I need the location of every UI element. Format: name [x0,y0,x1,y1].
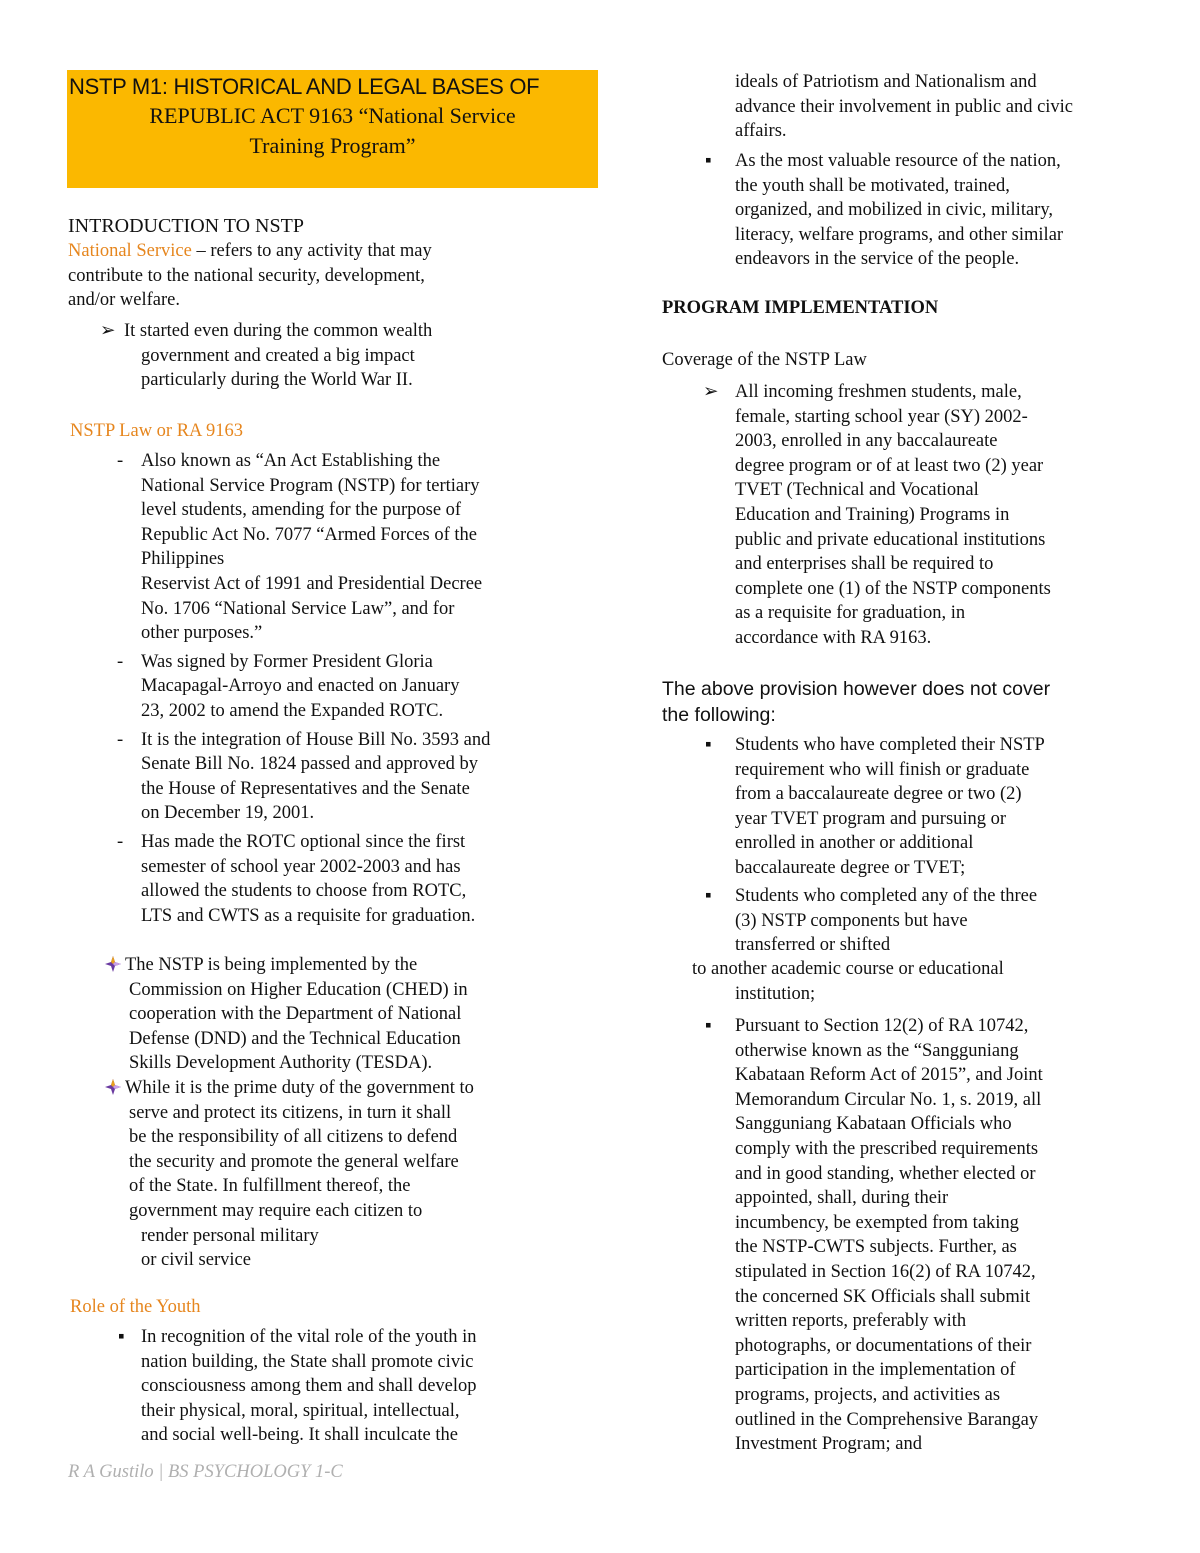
youth-item-2 [705,149,1185,272]
exception-item-3 [705,1014,1185,1457]
law-item-line: It is the integration of House Bill No. 3593 and [141,729,491,750]
law-list [117,449,611,928]
law-notes [105,953,610,1273]
law-item-line: other purposes.” [141,623,263,644]
law-list-item [117,449,611,646]
exception-line: photographs, or documentations of their [735,1335,1032,1356]
law-item-line: Macapagal-Arroyo and enacted on January [141,676,460,697]
exception-heading [662,676,1050,728]
square-bullet-icon: ▪ [705,735,712,755]
youth-heading: Role of the Youth [70,1297,201,1317]
youth-item-line: the youth shall be motivated, trained, [735,175,1010,196]
exception-item-2-continued [692,957,1172,1006]
square-bullet-icon: ▪ [705,886,712,906]
coverage-line: Education and Training) Programs in [735,504,1010,525]
coverage-line: complete one (1) of the NSTP components [735,578,1051,599]
arrow-bullet-icon: ➢ [100,321,116,341]
law-list-item [117,650,611,724]
exception-line: appointed, shall, during their [735,1188,949,1209]
exception-heading-line-2: the following: [662,704,776,726]
footer-author: R A Gustilo | BS PSYCHOLOGY 1-C [68,1462,343,1482]
law-item-line: Senate Bill No. 1824 passed and approved by [141,754,479,775]
youth-item-line: endeavors in the service of the people. [735,249,1020,270]
law-note-line: Skills Development Authority (TESDA). [129,1053,433,1074]
square-bullet-icon: ▪ [705,1016,712,1036]
program-implementation-heading: PROGRAM IMPLEMENTATION [662,298,939,318]
law-item-line: level students, amending for the purpose of [141,500,462,521]
four-point-star-icon [105,956,121,972]
coverage-item [703,380,1185,651]
coverage-line: and enterprises shall be required to [735,554,994,575]
exception-line: programs, projects, and activities as [735,1384,1001,1405]
coverage-heading: Coverage of the NSTP Law [662,350,867,370]
law-item-line: Republic Act No. 7077 “Armed Forces of the [141,524,478,545]
law-note-line: or civil service [141,1250,251,1271]
coverage-line: degree program or of at least two (2) year [735,455,1044,476]
youth-item-1-continued [735,70,1185,144]
law-note-line: Commission on Higher Education (CHED) in [129,979,468,1000]
law-note [105,1076,610,1273]
law-item-line: the House of Representatives and the Senate [141,778,470,799]
law-item-line: semester of school year 2002-2003 and has [141,856,461,877]
law-note-line: be the responsibility of all citizens to defend [129,1127,458,1148]
law-item-line: Also known as “An Act Establishing the [141,451,441,471]
law-note-line: cooperation with the Department of National [129,1004,462,1025]
exception-line: enrolled in another or additional [735,833,974,854]
law-item-line: National Service Program (NSTP) for tertiary [141,475,480,496]
coverage-line: TVET (Technical and Vocational [735,480,979,501]
intro-heading: INTRODUCTION TO NSTP [68,215,304,237]
dash-bullet: - [117,451,124,471]
coverage-line: as a requisite for graduation, in [735,603,966,624]
intro-bullet-line: government and created a big impact [141,345,415,366]
nstp-law-heading: NSTP Law or RA 9163 [70,421,244,441]
law-item-line: on December 19, 2001. [141,803,315,824]
exception-line: otherwise known as the “Sangguniang [735,1040,1019,1061]
four-point-star-icon [105,1079,121,1095]
exception-line: Sangguniang Kabataan Officials who [735,1114,1012,1135]
square-bullet-icon: ▪ [705,151,712,171]
exception-line: baccalaureate degree or TVET; [735,857,966,878]
youth-item-line: consciousness among them and shall develop [141,1376,477,1397]
law-item-line: Reservist Act of 1991 and Presidential Decree [141,573,483,594]
law-note-line: render personal military [141,1225,319,1246]
youth-item-line: In recognition of the vital role of the youth in [141,1327,477,1347]
exception-line: Pursuant to Section 12(2) of RA 10742, [735,1016,1029,1036]
youth-item-1 [118,1325,611,1448]
exception-line: (3) NSTP components but have [735,910,968,931]
exception-line: Students who completed any of the three [735,886,1038,906]
law-item-line: Philippines [141,549,225,570]
title-box [67,70,598,188]
intro-bullet-line: It started even during the common wealth [124,321,433,341]
law-note-line: serve and protect its citizens, in turn it shall [129,1102,452,1123]
definition-line-3: and/or welfare. [68,290,180,311]
exception-line: year TVET program and pursuing or [735,808,1007,829]
law-list-item [117,830,611,928]
youth-item-line: organized, and mobilized in civic, military, [735,200,1054,221]
youth-item-line: affairs. [735,121,787,142]
definition-line-2: contribute to the national security, development, [68,265,425,286]
law-note-line: government may require each citizen to [129,1200,423,1221]
youth-item-line: nation building, the State shall promote civic [141,1351,474,1372]
national-service-term: National Service [68,241,192,261]
arrow-bullet-icon: ➢ [703,382,719,402]
coverage-line: female, starting school year (SY) 2002- [735,406,1028,427]
exception-line: the NSTP-CWTS subjects. Further, as [735,1237,1017,1258]
exception-line: and in good standing, whether elected or [735,1163,1036,1184]
exception-line: incumbency, be exempted from taking [735,1212,1019,1233]
exception-line: participation in the implementation of [735,1360,1016,1381]
law-list-item [117,728,611,826]
exception-2-cont-line-1: to another academic course or educational [692,959,1004,979]
exception-line: transferred or shifted [735,935,891,956]
exception-line: the concerned SK Officials shall submit [735,1286,1031,1307]
law-item-line: allowed the students to choose from ROTC, [141,881,467,902]
law-item-line: 23, 2002 to amend the Expanded ROTC. [141,700,444,721]
exception-line: from a baccalaureate degree or two (2) [735,784,1022,805]
dash-bullet: - [117,729,124,750]
coverage-line: 2003, enrolled in any baccalaureate [735,431,998,452]
exception-line: Investment Program; and [735,1434,923,1455]
title-line-2b: Training Program” [249,133,416,158]
youth-item-line: As the most valuable resource of the nation, [735,151,1061,171]
exception-line: requirement who will finish or graduate [735,759,1030,780]
law-note-line: While it is the prime duty of the government to [125,1077,474,1098]
exception-line: written reports, preferably with [735,1311,967,1332]
square-bullet-icon: ▪ [118,1327,125,1347]
exception-heading-line-1: The above provision however does not cover [662,678,1051,700]
youth-item-line: ideals of Patriotism and Nationalism and [735,72,1037,92]
dash-bullet: - [117,651,124,672]
national-service-definition [68,239,608,313]
law-item-line: Has made the ROTC optional since the first [141,831,466,852]
intro-bullet [100,319,607,393]
youth-item-line: and social well-being. It shall inculcate the [141,1425,458,1446]
intro-bullet-line: particularly during the World War II. [141,370,413,391]
law-item-line: LTS and CWTS as a requisite for graduation. [141,905,476,926]
dash-bullet: - [117,831,124,852]
youth-item-line: advance their involvement in public and civic [735,96,1074,117]
exception-item-2 [705,884,1185,958]
title-line-2a: REPUBLIC ACT 9163 “National Service [149,103,516,128]
exception-item-1 [705,733,1185,881]
law-item-line: No. 1706 “National Service Law”, and for [141,598,455,619]
definition-line-1: – refers to any activity that may [191,241,432,261]
exception-line: comply with the prescribed requirements [735,1138,1039,1159]
law-note-line: Defense (DND) and the Technical Education [129,1028,461,1049]
exception-line: Students who have completed their NSTP [735,735,1045,755]
youth-item-line: literacy, welfare programs, and other similar [735,224,1064,245]
coverage-line: All incoming freshmen students, male, [735,382,1022,402]
law-item-line: Was signed by Former President Gloria [141,651,433,672]
title-line-1: NSTP M1: HISTORICAL AND LEGAL BASES OF [69,74,540,99]
law-note-line: the security and promote the general welfare [129,1151,459,1172]
coverage-line: accordance with RA 9163. [735,627,932,648]
law-note-line: The NSTP is being implemented by the [125,955,418,975]
exception-line: outlined in the Comprehensive Barangay [735,1409,1039,1430]
law-note-line: of the State. In fulfillment thereof, the [129,1176,411,1197]
coverage-line: public and private educational institutions [735,529,1046,550]
exception-line: Kabataan Reform Act of 2015”, and Joint [735,1065,1043,1086]
exception-line: stipulated in Section 16(2) of RA 10742, [735,1261,1036,1282]
law-note [105,953,610,1076]
youth-item-line: their physical, moral, spiritual, intellectual, [141,1400,460,1421]
exception-line: Memorandum Circular No. 1, s. 2019, all [735,1089,1042,1110]
exception-2-cont-line-2: institution; [735,983,816,1004]
